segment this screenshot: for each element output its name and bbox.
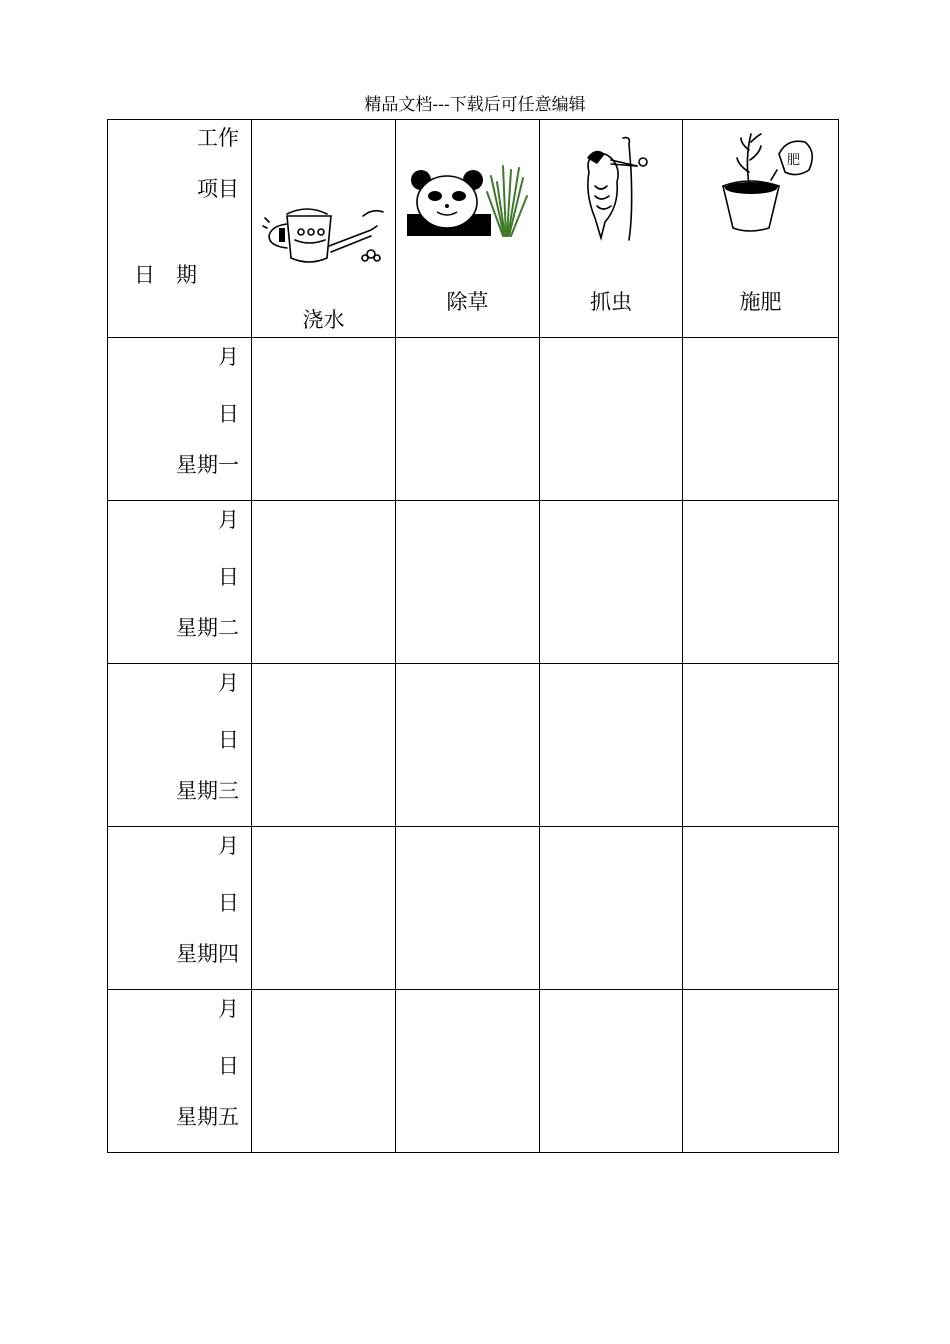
- fertilizer-bag-text: 肥: [786, 153, 800, 168]
- weekday-label: 星期一: [176, 453, 239, 477]
- entry-cell-weeding[interactable]: [396, 338, 540, 501]
- entry-cell-fertilizing[interactable]: [683, 501, 839, 664]
- header-row: [108, 120, 839, 338]
- entry-cell-watering[interactable]: [252, 338, 396, 501]
- task-label-bug-catching: 抓虫: [590, 290, 632, 314]
- date-cell: [108, 501, 252, 664]
- month-label: 月: [218, 671, 239, 695]
- entry-cell-weeding[interactable]: [396, 990, 540, 1153]
- fertilizer-pot-icon: [683, 128, 838, 234]
- day-label: 日: [218, 565, 239, 589]
- weekday-label: 星期三: [176, 779, 239, 803]
- month-label: 月: [218, 997, 239, 1021]
- task-label-watering: 浇水: [302, 308, 345, 332]
- weekday-label: 星期四: [176, 942, 239, 966]
- corner-label-item: 项目: [197, 177, 239, 201]
- entry-cell-bug-catching[interactable]: [540, 501, 683, 664]
- weekly-plant-care-table: [107, 119, 839, 1153]
- task-header-bug-catching: [540, 120, 683, 338]
- entry-cell-fertilizing[interactable]: [683, 338, 839, 501]
- table-row: [108, 501, 839, 664]
- task-header-weeding: [396, 120, 540, 338]
- entry-cell-bug-catching[interactable]: [540, 990, 683, 1153]
- woodpecker-icon: [540, 134, 682, 242]
- corner-cell: [108, 120, 252, 338]
- date-cell: [108, 990, 252, 1153]
- weekday-label: 星期五: [176, 1105, 239, 1129]
- table-row: [108, 664, 839, 827]
- task-label-weeding: 除草: [446, 290, 489, 314]
- entry-cell-bug-catching[interactable]: [540, 664, 683, 827]
- task-header-fertilizing: [683, 120, 839, 338]
- date-cell: [108, 664, 252, 827]
- corner-label-date: 日 期: [134, 263, 197, 287]
- weekday-label: 星期二: [176, 616, 239, 640]
- day-label: 日: [218, 891, 239, 915]
- task-label-fertilizing: 施肥: [739, 290, 782, 314]
- entry-cell-watering[interactable]: [252, 827, 396, 990]
- watering-can-icon: [252, 202, 395, 272]
- entry-cell-weeding[interactable]: [396, 664, 540, 827]
- month-label: 月: [218, 508, 239, 532]
- date-cell: [108, 338, 252, 501]
- entry-cell-weeding[interactable]: [396, 501, 540, 664]
- entry-cell-bug-catching[interactable]: [540, 338, 683, 501]
- month-label: 月: [218, 834, 239, 858]
- entry-cell-watering[interactable]: [252, 501, 396, 664]
- table-row: [108, 338, 839, 501]
- entry-cell-watering[interactable]: [252, 664, 396, 827]
- day-label: 日: [218, 1054, 239, 1078]
- corner-label-work: 工作: [197, 126, 239, 150]
- entry-cell-fertilizing[interactable]: [683, 990, 839, 1153]
- document-header: 精品文档---下载后可任意编辑: [364, 95, 586, 115]
- table-row: [108, 827, 839, 990]
- panda-weeding-icon: [396, 162, 539, 238]
- entry-cell-bug-catching[interactable]: [540, 827, 683, 990]
- entry-cell-weeding[interactable]: [396, 827, 540, 990]
- month-label: 月: [218, 345, 239, 369]
- date-cell: [108, 827, 252, 990]
- entry-cell-fertilizing[interactable]: [683, 664, 839, 827]
- day-label: 日: [218, 402, 239, 426]
- entry-cell-watering[interactable]: [252, 990, 396, 1153]
- day-label: 日: [218, 728, 239, 752]
- task-header-watering: [252, 120, 396, 338]
- entry-cell-fertilizing[interactable]: [683, 827, 839, 990]
- table-row: [108, 990, 839, 1153]
